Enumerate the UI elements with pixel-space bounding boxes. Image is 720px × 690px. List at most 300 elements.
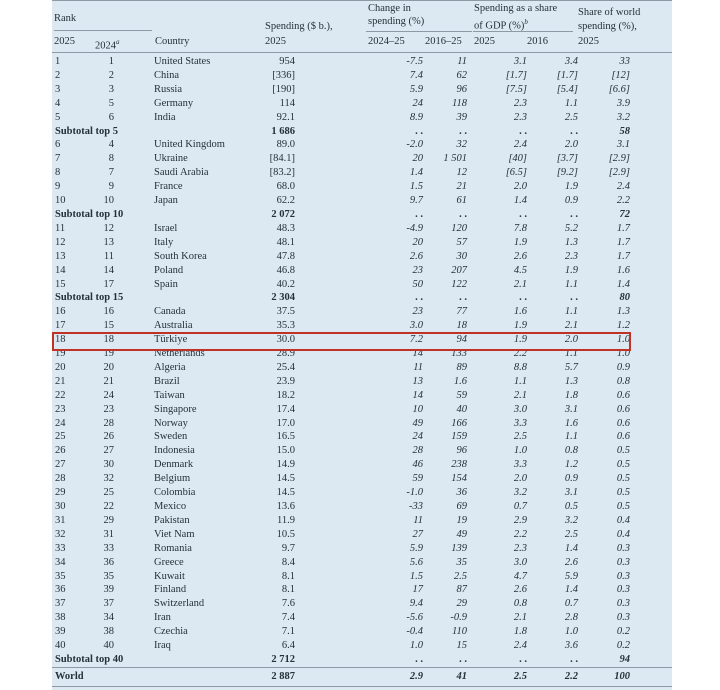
cell-gdp-2016: 0.9 (564, 473, 578, 485)
cell-spending: 2 304 (271, 292, 295, 304)
cell-spending: 62.2 (276, 195, 295, 207)
cell-country: Kuwait (154, 570, 185, 582)
cell-rank-2024: 4 (108, 139, 114, 151)
cell-gdp-2025: 0.7 (513, 501, 527, 512)
cell-rank-2024: 11 (103, 250, 114, 262)
table-row (52, 333, 672, 347)
cell-gdp-2016: 1.1 (564, 306, 578, 318)
cell-gdp-2025: 3.3 (513, 459, 527, 471)
cell-change-2016-25: 21 (456, 181, 467, 193)
cell-gdp-2016: 3.6 (564, 640, 578, 652)
cell-change-2016-25: 154 (451, 473, 467, 485)
cell-change-2016-25: 238 (451, 459, 467, 471)
cell-country: Algeria (154, 361, 186, 373)
cell-rank-2025: 13 (55, 250, 66, 262)
cell-rank-2025: 23 (55, 403, 66, 415)
cell-gdp-2016: 2.1 (564, 320, 578, 332)
table-row (52, 138, 672, 152)
rank-group-rule (54, 30, 152, 31)
cell-change-2016-25: . . (459, 125, 467, 137)
cell-rank-2024: 16 (103, 306, 114, 318)
cell-gdp-2025: 1.4 (513, 195, 527, 207)
cell-filler (630, 180, 672, 194)
cell-country: Italy (154, 236, 174, 248)
cell-change-2024-25: 2.9 (300, 667, 423, 685)
cell-share-world: 1.7 (616, 222, 630, 234)
cell-country: Poland (154, 264, 184, 276)
cell-rank-2025: 6 (55, 139, 61, 151)
cell-change-2016-25: 39 (456, 111, 467, 123)
cell-rank-2025: 31 (55, 514, 66, 526)
cell-change-2024-25: 9.7 (409, 195, 423, 207)
cell-share-world: 0.5 (616, 445, 630, 457)
cell-spending: [83.2] (269, 167, 295, 179)
cell-change-2016-25: . . (459, 208, 467, 220)
cell-gdp-2025: [6.5] (505, 167, 527, 179)
cell-gdp-2016: 1.1 (564, 431, 578, 443)
cell-label: Subtotal top 10 (55, 208, 124, 220)
cell-country: Czechia (154, 626, 188, 638)
cell-change-2016-25: 49 (456, 528, 467, 540)
cell-rank-2025: 33 (55, 542, 66, 554)
cell-spending: 7.4 (281, 612, 295, 624)
cell-rank-2024: 32 (103, 473, 114, 485)
cell-change-2016-25: 139 (451, 542, 467, 554)
header-gdp-line1: Spending as a share (474, 3, 558, 14)
cell-gdp-2016: 1.3 (564, 375, 578, 387)
cell-filler (630, 305, 672, 319)
cell-change-2016-25: 12 (456, 167, 467, 179)
cell-spending: 68.0 (276, 181, 295, 193)
cell-change-2024-25: -33 (409, 501, 423, 512)
cell-change-2024-25: 7.4 (409, 69, 423, 81)
cell-change-2024-25: 23 (412, 306, 423, 318)
table-content-area (52, 0, 672, 690)
cell-rank-2025: 26 (55, 445, 66, 457)
cell-rank-2025: 34 (55, 556, 66, 568)
cell-spending: [190] (272, 83, 295, 95)
table-row (52, 55, 672, 69)
cell-change-2016-25: 29 (456, 598, 467, 610)
table-row (52, 403, 672, 417)
cell-country: France (154, 181, 183, 193)
cell-share-world: 0.2 (616, 640, 630, 652)
cell-rank-2025: 25 (55, 431, 66, 443)
cell-change-2016-25: 1 501 (443, 153, 467, 165)
cell-country: Australia (154, 320, 193, 332)
cell-change-2024-25: 14 (412, 389, 423, 401)
cell-country: India (154, 111, 176, 123)
cell-country: Iran (154, 612, 171, 624)
cell-gdp-2025: 2.5 (513, 431, 527, 443)
cell-change-2016-25: -0.9 (450, 612, 467, 624)
cell-filler (630, 653, 672, 667)
cell-change-2016-25: 120 (451, 222, 467, 234)
cell-rank-2024: 34 (103, 612, 114, 624)
cell-rank-2024: 20 (103, 361, 114, 373)
cell-change-2016-25: . . (459, 292, 467, 304)
cell-change-2016-25: 19 (456, 514, 467, 526)
header-gdp-2016: 2016 (527, 36, 548, 47)
cell-gdp-2016: 3.4 (564, 56, 578, 67)
cell-filler (630, 556, 672, 570)
cell-rank-2024: 21 (103, 375, 114, 387)
cell-gdp-2016: 5.2 (564, 222, 578, 234)
cell-country: Sweden (154, 431, 188, 443)
cell-share-world: 3.2 (616, 111, 630, 123)
cell-gdp-2025: . . (519, 292, 527, 304)
cell-gdp-2016: . . (570, 292, 578, 304)
cell-country: United States (154, 56, 211, 67)
cell-rank-2025: 1 (55, 56, 61, 67)
cell-share-world: [2.9] (608, 153, 630, 165)
cell-country: Belgium (154, 473, 191, 485)
cell-country: Romania (154, 542, 192, 554)
cell-spending: 954 (279, 56, 295, 67)
cell-change-2024-25: 17 (412, 584, 423, 596)
cell-change-2024-25: -2.0 (406, 139, 423, 151)
table-row (52, 111, 672, 125)
cell-share-world: 2.4 (616, 181, 630, 193)
cell-share-world: 0.5 (616, 501, 630, 512)
cell-rank-2024: 36 (103, 556, 114, 568)
cell-change-2024-25: 23 (412, 264, 423, 276)
cell-filler (630, 597, 672, 611)
cell-change-2024-25: 46 (412, 459, 423, 471)
cell-rank-2024: 33 (103, 542, 114, 554)
cell-country: Pakistan (154, 514, 190, 526)
cell-rank-2025: 12 (55, 236, 66, 248)
table-row (52, 417, 672, 431)
cell-share-world: [12] (611, 69, 630, 81)
cell-gdp-2025: [7.5] (505, 83, 527, 95)
cell-rank-2024: 6 (108, 111, 114, 123)
cell-change-2024-25: -5.6 (406, 612, 423, 624)
table-row (52, 542, 672, 556)
cell-gdp-2016: . . (570, 653, 578, 665)
cell-gdp-2016: 2.5 (564, 528, 578, 540)
table-row (52, 570, 672, 584)
cell-rank-2025: 18 (55, 334, 66, 346)
cell-country: Taiwan (154, 389, 185, 401)
header-rank-2024: 2024$^a$ (95, 38, 120, 52)
cell-gdp-2025: 3.1 (513, 56, 527, 67)
summary-row (52, 291, 672, 305)
cell-country: Germany (154, 97, 194, 109)
cell-spending: 14.5 (276, 473, 295, 485)
cell-share-world: 0.2 (616, 626, 630, 638)
cell-gdp-2016: [1.7] (556, 69, 578, 81)
cell-rank-2025: 2 (55, 69, 61, 81)
cell-share-world: 80 (619, 292, 630, 304)
cell-gdp-2025: 2.3 (513, 111, 527, 123)
cell-share-world: 33 (619, 56, 630, 67)
cell-rank-2025: 14 (55, 264, 66, 276)
cell-share-world: 1.4 (616, 278, 630, 290)
cell-country: Brazil (154, 375, 180, 387)
cell-change-2016-25: 69 (456, 501, 467, 512)
cell-filler (630, 125, 672, 139)
cell-gdp-2016: 1.1 (564, 348, 578, 360)
cell-country: Greece (154, 556, 184, 568)
cell-gdp-2016: 2.8 (564, 612, 578, 624)
cell-change-2024-25: . . (415, 125, 423, 137)
table-row (52, 611, 672, 625)
cell-share-world: 58 (619, 125, 630, 137)
cell-gdp-2016: 2.0 (564, 139, 578, 151)
cell-filler (630, 583, 672, 597)
cell-rank-2024: 3 (108, 83, 114, 95)
table-row (52, 389, 672, 403)
cell-filler (630, 152, 672, 166)
summary-row (52, 653, 672, 667)
cell-rank-2025: 4 (55, 97, 61, 109)
cell-filler (630, 611, 672, 625)
cell-change-2024-25: 5.6 (409, 556, 423, 568)
cell-gdp-2025: 1.1 (513, 375, 527, 387)
table-row (52, 625, 672, 639)
cell-rank-2025: 11 (55, 222, 66, 234)
cell-share-world: 0.4 (616, 514, 630, 526)
cell-spending: 2 072 (271, 208, 295, 220)
table-row (52, 500, 672, 514)
cell-change-2016-25: 35 (456, 556, 467, 568)
cell-change-2016-25: 133 (451, 348, 467, 360)
table-row (52, 430, 672, 444)
header-share-line2: spending (%), (578, 21, 637, 32)
cell-filler (630, 278, 672, 292)
cell-filler (630, 194, 672, 208)
table-row (52, 305, 672, 319)
cell-rank-2024: 10 (103, 195, 114, 207)
cell-gdp-2025: 1.9 (513, 320, 527, 332)
cell-rank-2025: 8 (55, 167, 61, 179)
cell-country: Colombia (154, 487, 196, 499)
cell-gdp-2025: 2.9 (513, 514, 527, 526)
header-share-line1: Share of world (578, 7, 641, 18)
cell-share-world: 0.4 (616, 528, 630, 540)
cell-spending: [336] (272, 69, 295, 81)
cell-filler (630, 69, 672, 83)
cell-share-world: 0.3 (616, 598, 630, 610)
table-row (52, 180, 672, 194)
table-row (52, 222, 672, 236)
cell-filler (630, 444, 672, 458)
cell-spending: 16.5 (276, 431, 295, 443)
cell-gdp-2016: 1.9 (564, 264, 578, 276)
cell-rank-2024: 15 (103, 320, 114, 332)
header-change-line1: Change in (368, 3, 411, 14)
cell-rank-2024: 17 (103, 278, 114, 290)
cell-share-world: [6.6] (608, 83, 630, 95)
table-row (52, 97, 672, 111)
cell-share-world: 0.6 (616, 389, 630, 401)
cell-change-2024-25: 50 (412, 278, 423, 290)
cell-gdp-2025: . . (519, 125, 527, 137)
cell-change-2016-25: 159 (451, 431, 467, 443)
cell-change-2016-25: 110 (452, 626, 467, 638)
cell-country: Ukraine (154, 153, 188, 165)
cell-change-2016-25: 94 (456, 334, 467, 346)
cell-rank-2024: 8 (108, 153, 114, 165)
cell-rank-2024: 28 (103, 417, 114, 429)
header-spending-line2: 2025 (265, 36, 286, 47)
cell-spending: 35.3 (276, 320, 295, 332)
cell-spending: 10.5 (276, 528, 295, 540)
cell-gdp-2016: 2.3 (564, 250, 578, 262)
cell-rank-2024: 1 (108, 56, 114, 67)
cell-gdp-2025: 3.2 (513, 487, 527, 499)
cell-gdp-2016: [3.7] (556, 153, 578, 165)
cell-spending: 8.1 (281, 570, 295, 582)
cell-rank-2025: 36 (55, 584, 66, 596)
cell-change-2024-25: . . (415, 292, 423, 304)
table-row (52, 597, 672, 611)
cell-share-world: 0.5 (616, 459, 630, 471)
cell-gdp-2016: 2.6 (564, 556, 578, 568)
table-row (52, 236, 672, 250)
cell-gdp-2016: 1.1 (564, 278, 578, 290)
cell-share-world: 0.5 (616, 473, 630, 485)
cell-rank-2025: 17 (55, 320, 66, 332)
cell-change-2024-25: 10 (412, 403, 423, 415)
cell-gdp-2025: 1.9 (513, 334, 527, 346)
cell-rank-2024: 9 (108, 181, 114, 193)
cell-rank-2025: 30 (55, 501, 66, 512)
cell-change-2024-25: 9.4 (409, 598, 423, 610)
cell-share-world: 0.8 (616, 375, 630, 387)
cell-rank-2025: 9 (55, 181, 61, 193)
cell-spending: 2 712 (271, 653, 295, 665)
cell-rank-2025: 19 (55, 348, 66, 360)
cell-rank-2024: 5 (108, 97, 114, 109)
cell-gdp-2025: . . (519, 653, 527, 665)
cell-change-2024-25: 20 (412, 236, 423, 248)
cell-spending: 18.2 (276, 389, 295, 401)
cell-share-world: 3.9 (616, 97, 630, 109)
cell-change-2016-25: 11 (457, 56, 467, 67)
cell-gdp-2025: 2.1 (513, 278, 527, 290)
cell-change-2024-25: 1.4 (409, 167, 423, 179)
table-row (52, 250, 672, 264)
cell-change-2024-25: 1.5 (409, 181, 423, 193)
cell-change-2024-25: 2.6 (409, 250, 423, 262)
cell-share-world: 1.3 (616, 306, 630, 318)
cell-share-world: 1.7 (616, 236, 630, 248)
header-bottom-rule (52, 52, 672, 53)
cell-share-world: 1.0 (616, 334, 630, 346)
cell-change-2024-25: 13 (412, 375, 423, 387)
cell-change-2016-25: 32 (456, 139, 467, 151)
cell-rank-2025: 38 (55, 612, 66, 624)
cell-gdp-2016: 1.3 (564, 236, 578, 248)
cell-change-2024-25: 49 (412, 417, 423, 429)
cell-filler (630, 472, 672, 486)
header-rank-group: Rank (54, 13, 77, 24)
header-country: Country (155, 36, 190, 47)
cell-change-2016-25: . . (459, 653, 467, 665)
cell-rank-2025: 10 (55, 195, 66, 207)
cell-label: Subtotal top 40 (55, 653, 124, 665)
cell-change-2024-25: 28 (412, 445, 423, 457)
cell-rank-2024: 14 (103, 264, 114, 276)
table-row (52, 556, 672, 570)
cell-spending: [84.1] (269, 153, 295, 165)
cell-gdp-2016: 3.1 (564, 403, 578, 415)
cell-rank-2024: 27 (103, 445, 114, 457)
cell-share-world: 94 (619, 653, 630, 665)
cell-share-world: 1.0 (616, 348, 630, 360)
spending-table (52, 55, 672, 685)
cell-change-2016-25: 36 (456, 487, 467, 499)
cell-country: Viet Nam (154, 528, 195, 540)
cell-label: World (52, 667, 262, 685)
cell-country: Iraq (154, 640, 171, 652)
header-spending-line1: Spending ($ b.), (265, 21, 333, 32)
table-row (52, 69, 672, 83)
cell-change-2024-25: 1.0 (409, 640, 423, 652)
cell-gdp-2025: 2.3 (513, 542, 527, 554)
cell-rank-2025: 5 (55, 111, 61, 123)
cell-change-2016-25: 57 (456, 236, 467, 248)
cell-filler (630, 625, 672, 639)
table-row (52, 264, 672, 278)
header-rank-2025: 2025 (54, 36, 75, 47)
cell-country: Mexico (154, 501, 187, 512)
cell-spending: 13.6 (276, 501, 295, 512)
cell-filler (630, 333, 672, 347)
table-body (52, 55, 672, 685)
cell-change-2024-25: 27 (412, 528, 423, 540)
cell-filler (630, 667, 672, 685)
cell-filler (630, 417, 672, 431)
cell-gdp-2025: 1.6 (513, 306, 527, 318)
cell-gdp-2025: 0.8 (513, 598, 527, 610)
table-row (52, 319, 672, 333)
header-share-line3: 2025 (578, 36, 599, 47)
cell-rank-2025: 21 (55, 375, 66, 387)
cell-change-2016-25: 87 (456, 584, 467, 596)
cell-country: Netherlands (154, 348, 205, 360)
cell-rank-2024: 29 (103, 514, 114, 526)
cell-rank-2025: 16 (55, 306, 66, 318)
cell-filler (630, 514, 672, 528)
cell-change-2024-25: 11 (413, 361, 423, 373)
table-row (52, 83, 672, 97)
cell-gdp-2016: 0.9 (564, 195, 578, 207)
cell-change-2016-25: 15 (456, 640, 467, 652)
cell-spending: 8.4 (281, 556, 295, 568)
cell-spending: 48.1 (276, 236, 295, 248)
cell-filler (630, 347, 672, 361)
cell-spending: 46.8 (276, 264, 295, 276)
cell-rank-2025: 28 (55, 473, 66, 485)
cell-spending: 6.4 (281, 640, 295, 652)
table-row (52, 583, 672, 597)
cell-gdp-2016: 1.8 (564, 389, 578, 401)
table-row (52, 278, 672, 292)
cell-change-2016-25: 40 (456, 403, 467, 415)
cell-change-2024-25: 3.0 (409, 320, 423, 332)
summary-row (52, 667, 672, 685)
cell-filler (630, 222, 672, 236)
cell-share-world: [2.9] (608, 167, 630, 179)
cell-filler (630, 264, 672, 278)
header-gdp-2025: 2025 (474, 36, 495, 47)
cell-change-2024-25: -1.0 (406, 487, 423, 499)
cell-change-2024-25: 59 (412, 473, 423, 485)
cell-gdp-2016: 1.0 (564, 626, 578, 638)
